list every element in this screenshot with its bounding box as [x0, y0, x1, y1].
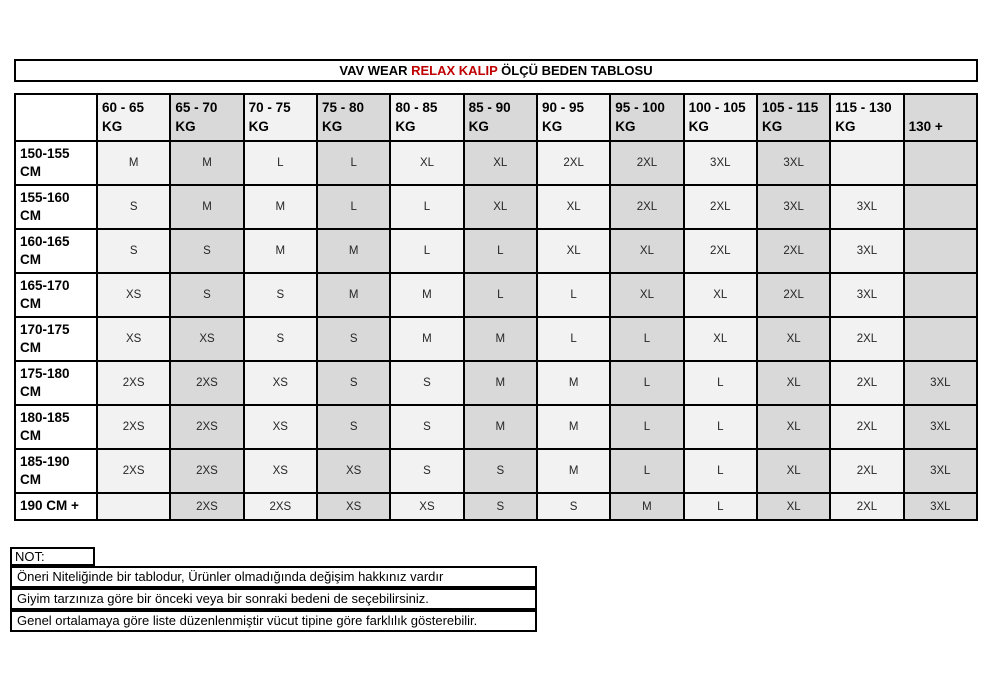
size-cell: S — [97, 185, 170, 229]
size-cell: L — [537, 273, 610, 317]
size-cell: M — [390, 317, 463, 361]
size-cell: M — [464, 317, 537, 361]
size-cell: M — [537, 361, 610, 405]
size-cell: M — [464, 405, 537, 449]
size-cell: XL — [757, 317, 830, 361]
size-cell: XL — [757, 405, 830, 449]
size-cell: XS — [97, 317, 170, 361]
size-cell: 3XL — [904, 449, 977, 493]
size-cell: XL — [684, 273, 757, 317]
size-cell: XL — [464, 141, 537, 185]
size-cell: XS — [244, 361, 317, 405]
chart-title — [14, 59, 978, 82]
size-cell: 2XL — [537, 141, 610, 185]
size-cell: M — [317, 273, 390, 317]
notes-heading: NOT: — [10, 547, 95, 566]
size-cell: M — [244, 185, 317, 229]
size-cell: 2XL — [830, 449, 903, 493]
size-cell: XS — [170, 317, 243, 361]
height-label: 165-170 CM — [15, 273, 97, 317]
size-cell: 2XL — [684, 229, 757, 273]
height-label: 180-185 CM — [15, 405, 97, 449]
size-cell: L — [684, 493, 757, 520]
size-cell: 3XL — [684, 141, 757, 185]
size-cell: 3XL — [830, 185, 903, 229]
size-cell: S — [170, 273, 243, 317]
size-cell: XL — [537, 229, 610, 273]
size-cell: L — [244, 141, 317, 185]
table-row — [15, 317, 977, 361]
size-cell: M — [537, 405, 610, 449]
size-table — [14, 93, 978, 521]
size-cell: L — [390, 229, 463, 273]
size-cell: 2XL — [830, 317, 903, 361]
size-cell: 3XL — [904, 493, 977, 520]
height-label: 150-155 CM — [15, 141, 97, 185]
weight-header: 60 - 65 KG — [97, 94, 170, 141]
size-cell: 2XS — [170, 361, 243, 405]
title-brand: VAV WEAR — [339, 63, 412, 78]
size-cell: 3XL — [830, 273, 903, 317]
size-cell: 2XS — [170, 405, 243, 449]
size-cell: S — [390, 361, 463, 405]
weight-header: 70 - 75 KG — [244, 94, 317, 141]
size-cell: M — [244, 229, 317, 273]
corner-cell — [15, 94, 97, 141]
size-cell — [97, 493, 170, 520]
size-cell: L — [390, 185, 463, 229]
table-row — [15, 449, 977, 493]
weight-header: 90 - 95 KG — [537, 94, 610, 141]
size-cell: S — [317, 361, 390, 405]
size-cell: L — [610, 317, 683, 361]
size-cell: S — [97, 229, 170, 273]
note-item: Genel ortalamaya göre liste düzenlenmiştir vücut tipine göre farklılık gösterebilir. — [10, 610, 537, 632]
weight-header: 130 + — [904, 94, 977, 141]
title-rest: ÖLÇÜ BEDEN TABLOSU — [497, 63, 653, 78]
size-cell: L — [537, 317, 610, 361]
size-cell: 2XL — [757, 273, 830, 317]
size-cell: XL — [537, 185, 610, 229]
title-highlight: RELAX KALIP — [411, 63, 498, 78]
size-cell: 3XL — [904, 405, 977, 449]
size-cell: S — [317, 317, 390, 361]
size-cell: S — [170, 229, 243, 273]
size-cell: M — [390, 273, 463, 317]
size-cell: S — [244, 317, 317, 361]
table-row — [15, 185, 977, 229]
size-cell: L — [610, 361, 683, 405]
weight-header: 115 - 130 KG — [830, 94, 903, 141]
size-cell: 3XL — [757, 185, 830, 229]
size-cell: M — [170, 185, 243, 229]
size-cell: M — [170, 141, 243, 185]
weight-header: 100 - 105 KG — [684, 94, 757, 141]
size-cell: L — [684, 405, 757, 449]
height-label: 185-190 CM — [15, 449, 97, 493]
size-cell: M — [537, 449, 610, 493]
size-cell: XL — [757, 361, 830, 405]
size-cell: XS — [317, 449, 390, 493]
weight-header: 85 - 90 KG — [464, 94, 537, 141]
size-cell: M — [97, 141, 170, 185]
weight-header: 105 - 115 KG — [757, 94, 830, 141]
size-cell: M — [317, 229, 390, 273]
size-cell: 2XS — [97, 361, 170, 405]
height-label: 155-160 CM — [15, 185, 97, 229]
size-cell: 2XL — [757, 229, 830, 273]
note-item: Öneri Niteliğinde bir tablodur, Ürünler olmadığında değişim hakkınız vardır — [10, 566, 537, 588]
size-cell: 3XL — [830, 229, 903, 273]
table-row — [15, 361, 977, 405]
size-cell: M — [610, 493, 683, 520]
size-cell: L — [464, 273, 537, 317]
weight-header: 95 - 100 KG — [610, 94, 683, 141]
table-row — [15, 141, 977, 185]
weight-header: 80 - 85 KG — [390, 94, 463, 141]
note-item: Giyim tarzınıza göre bir önceki veya bir sonraki bedeni de seçebilirsiniz. — [10, 588, 537, 610]
size-cell: 2XS — [170, 493, 243, 520]
size-cell: 2XL — [684, 185, 757, 229]
size-cell: XL — [610, 229, 683, 273]
notes-section — [10, 547, 537, 632]
weight-header: 75 - 80 KG — [317, 94, 390, 141]
table-row — [15, 229, 977, 273]
size-cell: 2XL — [610, 141, 683, 185]
size-cell: XS — [317, 493, 390, 520]
size-cell: 2XS — [244, 493, 317, 520]
size-cell: XS — [390, 493, 463, 520]
table-row — [15, 493, 977, 520]
size-cell: XL — [390, 141, 463, 185]
size-cell: 2XL — [830, 361, 903, 405]
size-cell: XS — [244, 405, 317, 449]
size-cell — [904, 317, 977, 361]
size-cell: 2XL — [610, 185, 683, 229]
size-cell: S — [537, 493, 610, 520]
size-cell: L — [684, 449, 757, 493]
size-cell: S — [390, 449, 463, 493]
size-cell: S — [244, 273, 317, 317]
table-row — [15, 405, 977, 449]
size-cell: XL — [757, 449, 830, 493]
height-label: 160-165 CM — [15, 229, 97, 273]
size-cell: XS — [97, 273, 170, 317]
size-cell: L — [317, 141, 390, 185]
size-cell: XL — [757, 493, 830, 520]
size-cell: 2XS — [170, 449, 243, 493]
size-cell: 2XS — [97, 405, 170, 449]
size-cell: S — [464, 449, 537, 493]
size-cell: 2XL — [830, 493, 903, 520]
size-cell — [904, 229, 977, 273]
table-row — [15, 273, 977, 317]
size-cell: 2XL — [830, 405, 903, 449]
size-cell: 3XL — [904, 361, 977, 405]
size-cell: XS — [244, 449, 317, 493]
size-cell: S — [464, 493, 537, 520]
size-cell: 3XL — [757, 141, 830, 185]
size-cell: L — [610, 449, 683, 493]
size-cell: S — [317, 405, 390, 449]
size-cell: XL — [610, 273, 683, 317]
size-cell — [904, 141, 977, 185]
weight-header: 65 - 70 KG — [170, 94, 243, 141]
size-cell: XL — [464, 185, 537, 229]
size-cell: XL — [684, 317, 757, 361]
size-cell — [904, 185, 977, 229]
size-cell: 2XS — [97, 449, 170, 493]
size-cell: L — [684, 361, 757, 405]
size-cell: M — [464, 361, 537, 405]
size-cell: L — [610, 405, 683, 449]
size-cell: L — [317, 185, 390, 229]
size-cell — [830, 141, 903, 185]
size-cell: L — [464, 229, 537, 273]
size-cell — [904, 273, 977, 317]
header-row — [15, 94, 977, 141]
height-label: 190 CM + — [15, 493, 97, 520]
height-label: 170-175 CM — [15, 317, 97, 361]
height-label: 175-180 CM — [15, 361, 97, 405]
size-cell: S — [390, 405, 463, 449]
